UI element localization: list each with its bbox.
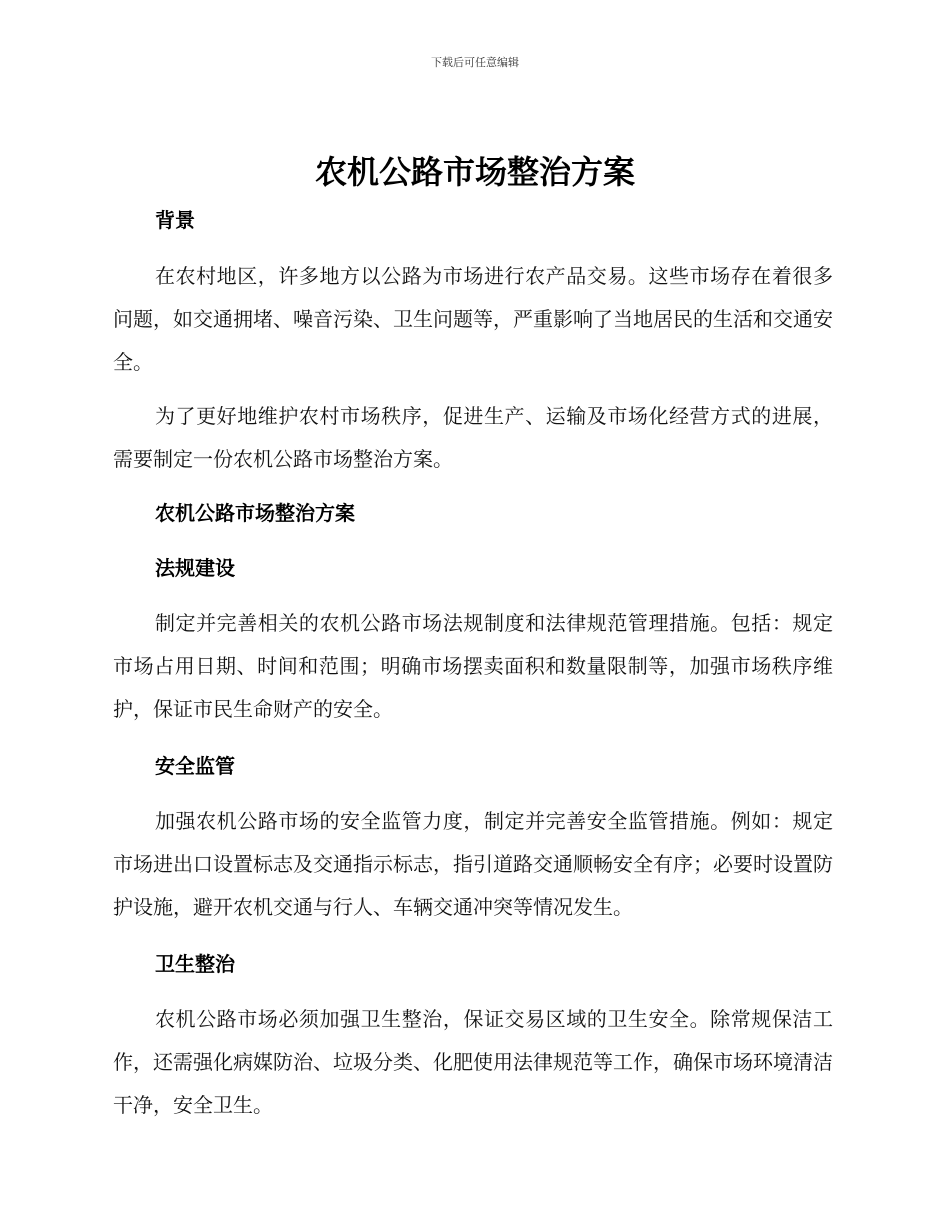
section-heading-hygiene: 卫生整治 (155, 952, 235, 976)
paragraph-hygiene: 农机公路市场必须加强卫生整治，保证交易区域的卫生安全。除常规保洁工作，还需强化病媒防治、垃圾分类、化肥使用法律规范等工作，确保市场环境清洁干净，安全卫生。 (113, 1007, 833, 1117)
section-heading-safety: 安全监管 (155, 754, 235, 778)
paragraph-background-1: 在农村地区，许多地方以公路为市场进行农产品交易。这些市场存在着很多问题，如交通拥堵、噪音污染、卫生问题等，严重影响了当地居民的生活和交通安全。 (113, 264, 833, 374)
document-body (113, 203, 833, 1127)
paragraph-safety: 加强农机公路市场的安全监管力度，制定并完善安全监管措施。例如：规定市场进出口设置标志及交通指示标志，指引道路交通顺畅安全有序；必要时设置防护设施，避开农机交通与行人、车辆交通冲突等情况发生。 (113, 809, 833, 919)
document-title: 农机公路市场整治方案 (314, 153, 635, 191)
paragraph-background-2: 为了更好地维护农村市场秩序，促进生产、运输及市场化经营方式的进展，需要制定一份农机公路市场整治方案。 (113, 404, 833, 471)
section-heading-law: 法规建设 (155, 556, 235, 580)
section-heading-background: 背景 (155, 208, 195, 232)
header-note: 下载后可任意编辑 (431, 56, 519, 69)
paragraph-law: 制定并完善相关的农机公路市场法规制度和法律规范管理措施。包括：规定市场占用日期、时间和范围；明确市场摆卖面积和数量限制等，加强市场秩序维护，保证市民生命财产的安全。 (113, 611, 833, 721)
section-heading-plan: 农机公路市场整治方案 (155, 501, 355, 525)
